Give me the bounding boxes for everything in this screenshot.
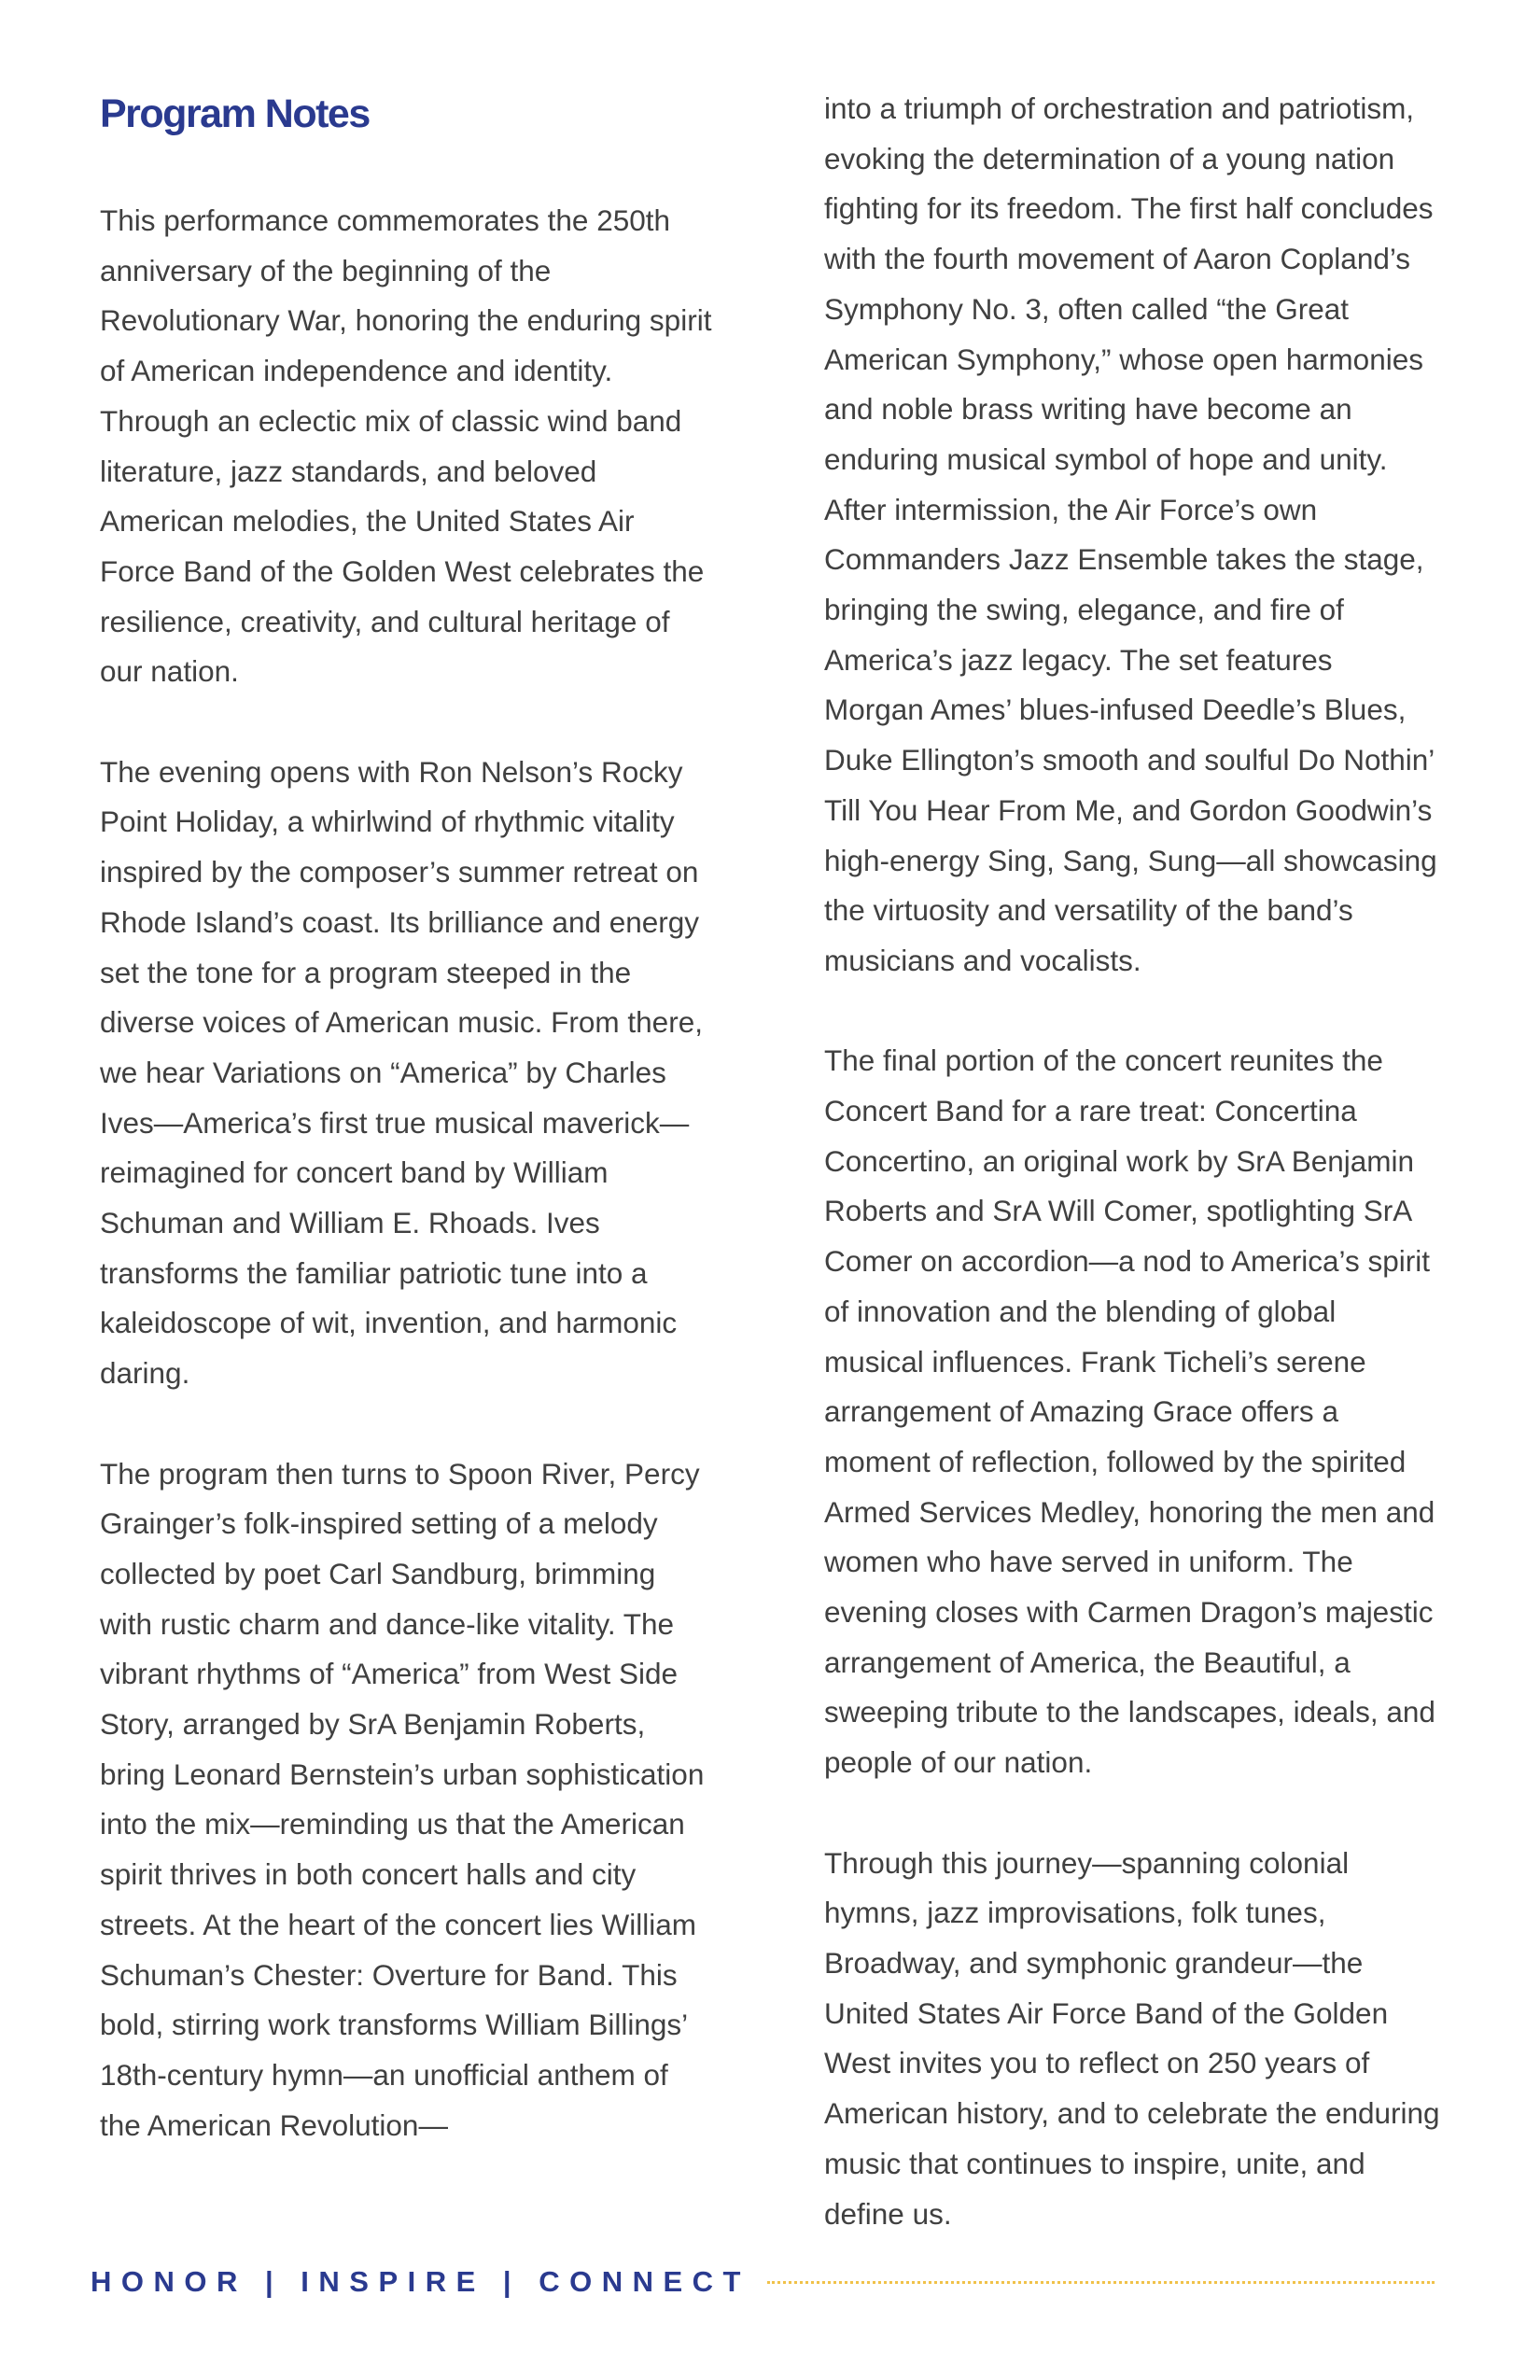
paragraph: This performance commemorates the 250th anniversary of the beginning of the Revolutionary War, honoring the enduring spirit of American independence and identity. Through an eclectic mix of classic wind band literature, jazz standards, and beloved American melodies, the United States Air Force Band of the Golden West celebrates the resilience, creativity, and cultural heritage of our nation. [100, 203, 712, 689]
paragraph: The evening opens with Ron Nelson’s Rocky Point Holiday, a whirlwind of rhythmic vitality inspired by the composer’s summer retreat on Rhode Island’s coast. Its brilliance and energy set the tone for a program steeped in the diverse voices of American music. From there, we hear Variations on “America” by Charles Ives—America’s first true musical maverick—reimagined for concert band by William Schuman and William E. Rhoads. Ives transforms the familiar patriotic tune into a kaleidoscope of wit, invention, and harmonic daring. [100, 754, 703, 1391]
left-column [100, 196, 716, 2150]
paragraph: The final portion of the concert reunites the Concert Band for a rare treat: Concertina Concertino, an original work by SrA Benjamin Roberts and SrA Will Comer, spotlighting SrA Comer on accordion—a nod to America’s spirit of innovation and the blending of global musical influences. Frank Ticheli’s serene arrangement of Amazing Grace offers a moment of reflection, followed by the spirited Armed Services Medley, honoring the men and women who have served in uniform. The evening closes with Carmen Dragon’s majestic arrangement of America, the Beautiful, a sweeping tribute to the landscapes, ideals, and people of our nation. [824, 1043, 1435, 1780]
paragraph: The program then turns to Spoon River, Percy Grainger’s folk-inspired setting of a melody collected by poet Carl Sandburg, brimming with rustic charm and dance-like vitality. The vibrant rhythms of “America” from West Side Story, arranged by SrA Benjamin Roberts, bring Leonard Bernstein’s urban sophistication into the mix—reminding us that the American spirit thrives in both concert halls and city streets. At the heart of the concert lies William Schuman’s Chester: Overture for Band. This bold, stirring work transforms William Billings’ 18th-century hymn—an unofficial anthem of the American Revolution— [100, 1456, 705, 2142]
paragraph: Through this journey—spanning colonial hymns, jazz improvisations, folk tunes, Broadway, and symphonic grandeur—the United States Air Force Band of the Golden West invites you to reflect on 250 years of American history, and to celebrate the enduring music that continues to inspire, unite, and define us. [824, 1845, 1440, 2231]
footer-tagline: HONOR | INSPIRE | CONNECT [91, 2265, 750, 2298]
paragraph: into a triumph of orchestration and patriotism, evoking the determination of a young nation fighting for its freedom. The first half concludes with the fourth movement of Aaron Copland’s Symphony No. 3, often called “the Great American Symphony,” whose open harmonies and noble brass writing have become an enduring musical symbol of hope and unity. After intermission, the Air Force’s own Commanders Jazz Ensemble takes the stage, bringing the swing, elegance, and fire of America’s jazz legacy. The set features Morgan Ames’ blues-infused Deedle’s Blues, Duke Ellington’s smooth and soulful Do Nothin’ Till You Hear From Me, and Gordon Goodwin’s high-energy Sing, Sang, Sung—all showcasing the virtuosity and versatility of the band’s musicians and vocalists. [824, 91, 1437, 977]
page-title: Program Notes [100, 91, 370, 136]
right-column [824, 84, 1440, 2239]
footer [91, 2259, 1435, 2305]
dotted-rule [767, 2281, 1435, 2284]
